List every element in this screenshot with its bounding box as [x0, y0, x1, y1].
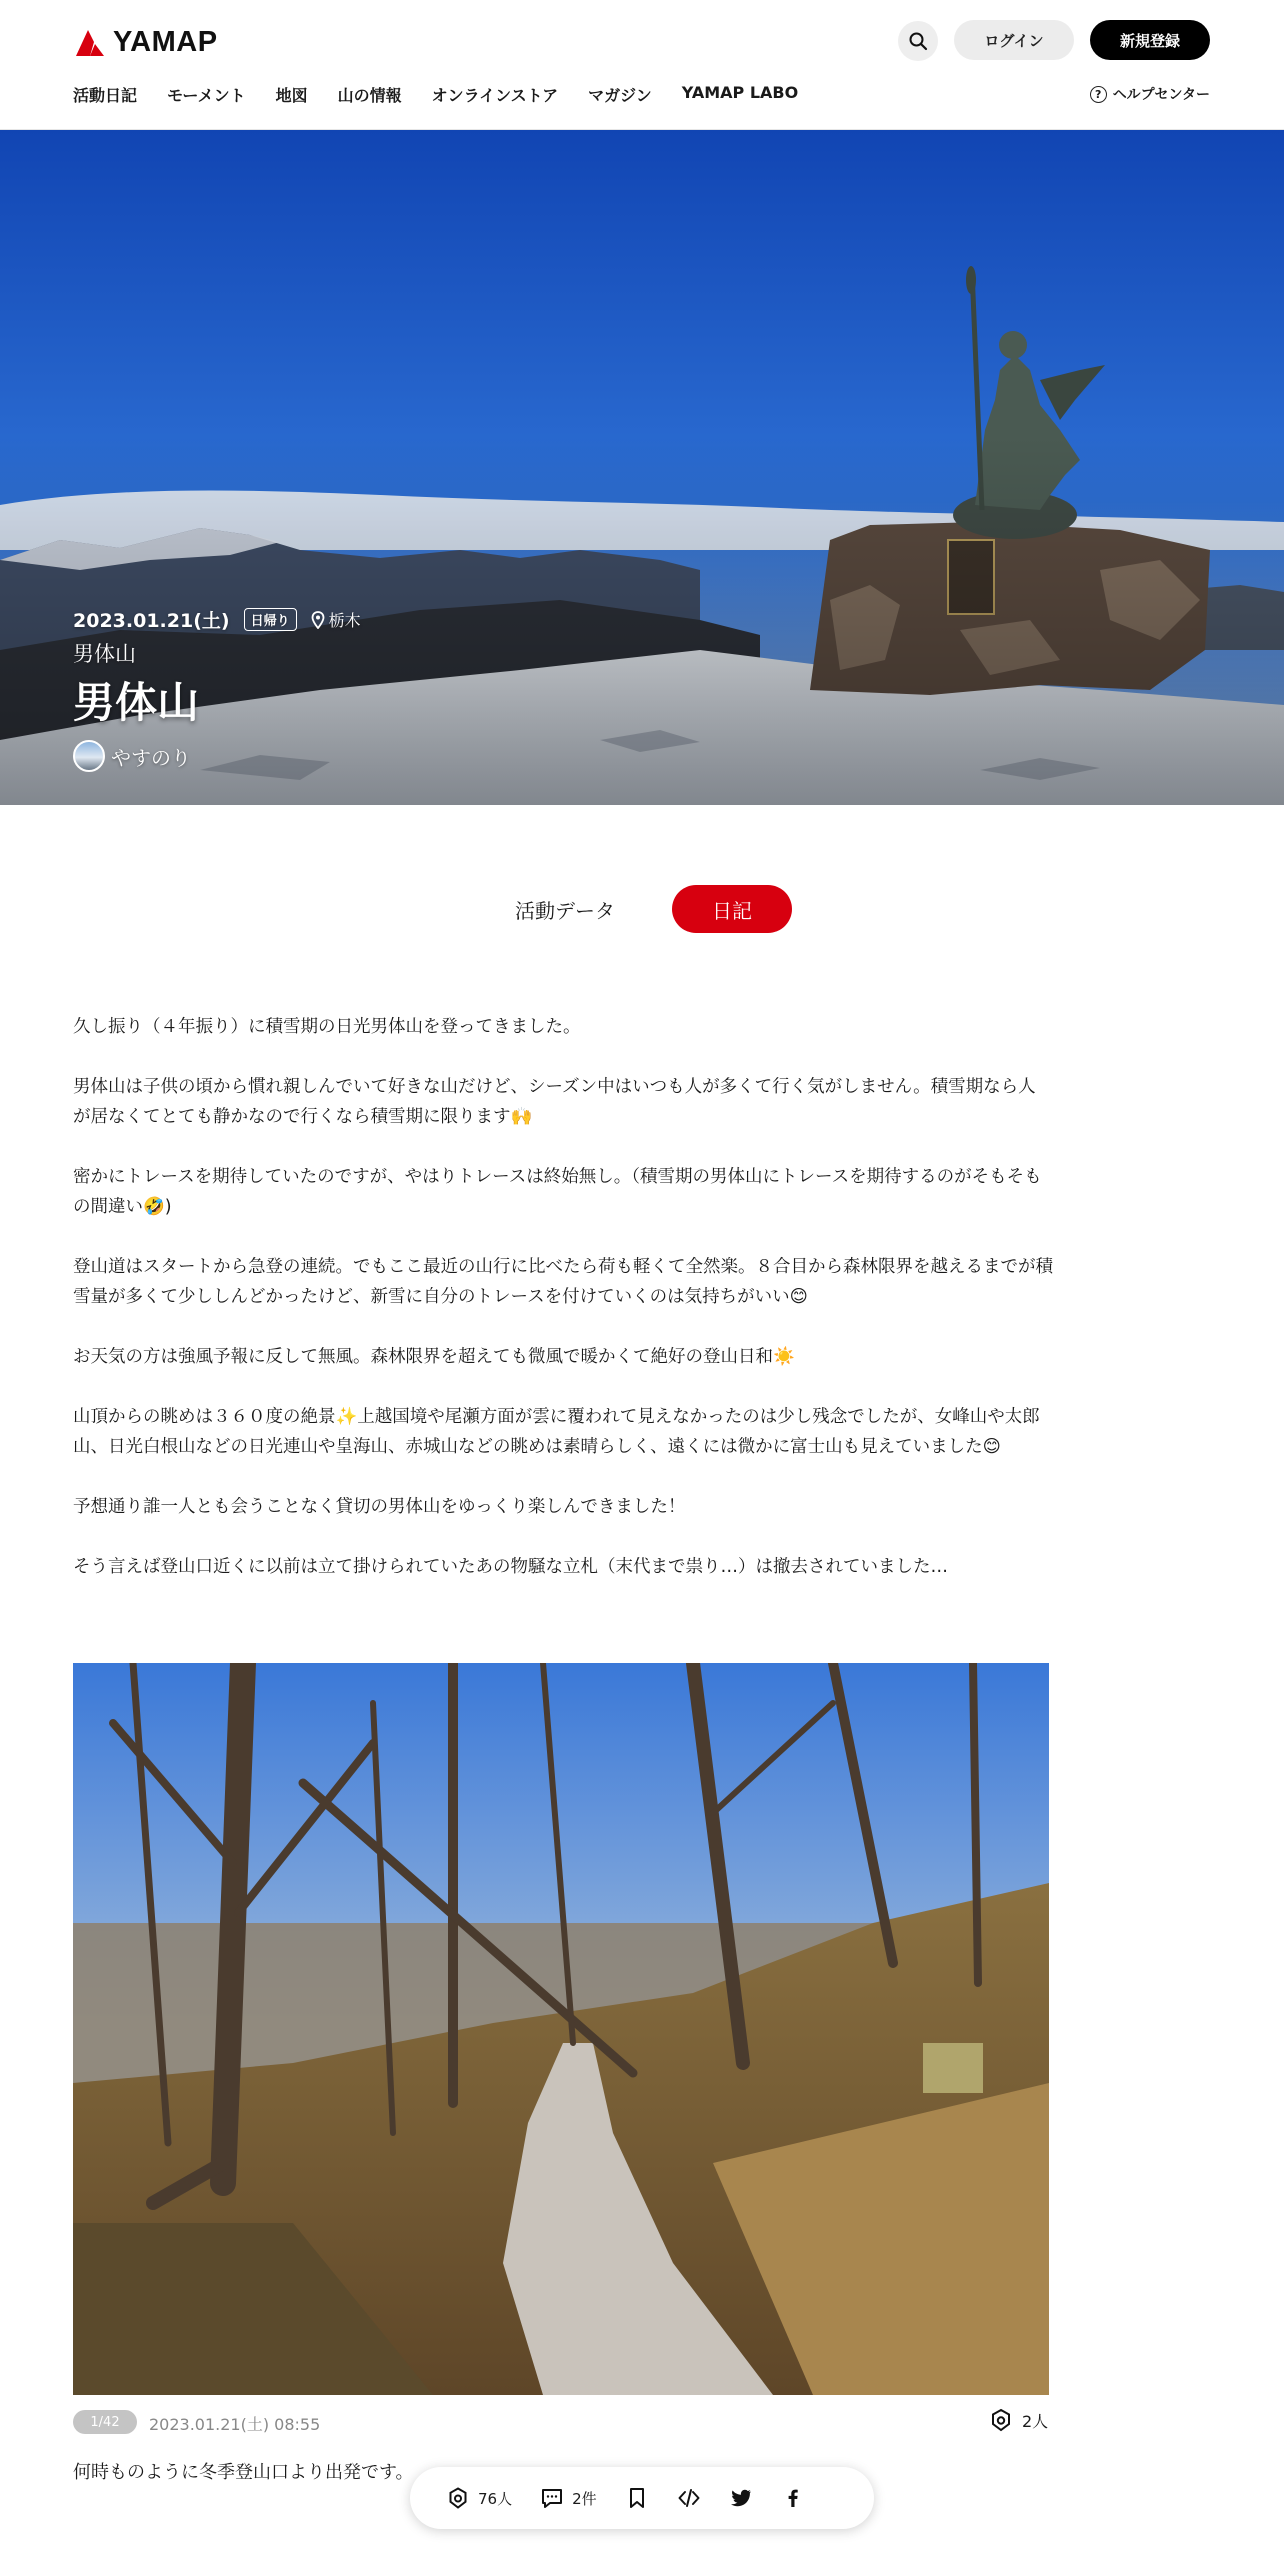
forest-trail-image [73, 1663, 1049, 2395]
diary-paragraph: 久し振り（４年振り）に積雪期の日光男体山を登ってきました。 [73, 1017, 581, 1037]
embed-button[interactable] [677, 2486, 701, 2510]
tab-activity-data[interactable]: 活動データ [515, 898, 615, 923]
activity-title: 男体山 [73, 678, 200, 727]
prefecture-label: 栃木 [328, 611, 361, 630]
bookmark-button[interactable] [625, 2486, 649, 2510]
diary-paragraph: そう言えば登山口近くに以前は立て掛けられていたあの物騒な立札（末代まで祟り…）は撤去されていました… [73, 1557, 948, 1577]
nav-item-activity-diary[interactable]: 活動日記 [73, 86, 138, 105]
hero-cover [0, 130, 1284, 805]
search-button[interactable] [898, 21, 938, 61]
user-name: やすのり [111, 745, 191, 770]
facebook-share-button[interactable] [781, 2486, 805, 2510]
bookmark-icon [625, 2486, 649, 2510]
signup-button[interactable]: 新規登録 [1090, 20, 1210, 60]
comment-icon [540, 2486, 564, 2510]
facebook-icon [781, 2486, 805, 2510]
nav-item-yamap-labo[interactable]: YAMAP LABO [681, 83, 799, 102]
nav-item-mountain-info[interactable]: 山の情報 [337, 86, 402, 105]
tab-diary[interactable]: 日記 [672, 885, 792, 933]
twitter-share-button[interactable] [729, 2486, 753, 2510]
diary-paragraph: 男体山は子供の頃から慣れ親しんでいて好きな山だけど、シーズン中はいつも人が多くて行く気がしません。積雪期なら人が居なくてとても静かなので行くなら積雪期に限ります🙌 [73, 1077, 1036, 1127]
diary-paragraph: 密かにトレースを期待していたのですが、やはりトレースは終始無し。（積雪期の男体山にトレースを期待するのがそもそもの間違い🤣) [73, 1167, 1042, 1217]
photo-timestamp: 2023.01.21(土) 08:55 [149, 2415, 321, 2434]
diary-paragraph: お天気の方は強風予報に反して無風。森林限界を超えても微風で暖かくて絶好の登山日和☀️ [73, 1347, 795, 1367]
photo-likes-count: 2人 [1022, 2411, 1049, 2431]
question-circle-icon: ? [1090, 86, 1107, 103]
comment-button[interactable] [540, 2486, 597, 2510]
prefecture[interactable] [311, 608, 361, 631]
like-button[interactable] [446, 2486, 512, 2510]
diary-paragraph: 予想通り誰一人とも会うことなく貸切の男体山をゆっくり楽しんできました！ [73, 1497, 686, 1517]
diary-paragraph: 登山道はスタートから急登の連続。でもここ最近の山行に比べたら荷も軽くて全然楽。８合目から森林限界を越えるまでが積雪量が多くて少ししんどかったけど、新雪に自分のトレースを付けていくのは気持ちがいい😊 [73, 1257, 1053, 1307]
nav-item-moment[interactable]: モーメント [167, 86, 246, 105]
pin-icon [311, 611, 325, 629]
badge-icon [446, 2486, 470, 2510]
help-center-link[interactable] [1090, 84, 1210, 104]
content-tabs [0, 885, 1284, 933]
main-nav [73, 83, 828, 106]
nav-item-map[interactable]: 地図 [275, 86, 308, 105]
login-button[interactable]: ログイン [954, 20, 1074, 60]
yamap-logo[interactable] [73, 22, 218, 62]
photo-counter: 1/42 [73, 2410, 137, 2434]
day-trip-badge: 日帰り [244, 608, 297, 631]
site-header [0, 0, 1284, 130]
avatar [73, 740, 105, 772]
diary-photo[interactable] [73, 1663, 1049, 2395]
search-icon [908, 31, 928, 51]
activity-date: 2023.01.21(土) [73, 610, 230, 632]
nav-item-online-store[interactable]: オンラインストア [431, 86, 559, 105]
twitter-icon [729, 2486, 753, 2510]
floating-action-bar [410, 2467, 874, 2529]
nav-item-magazine[interactable]: マガジン [588, 86, 652, 105]
help-center-label: ヘルプセンター [1112, 87, 1210, 103]
embed-icon [677, 2486, 701, 2510]
photo-caption: 何時ものように冬季登山口より出発です。 [73, 2462, 414, 2483]
logo-text: YAMAP [113, 25, 218, 58]
diary-body [73, 1012, 1053, 1612]
user-link[interactable] [73, 740, 191, 772]
hero-meta [73, 606, 361, 633]
mountain-name[interactable]: 男体山 [73, 642, 136, 666]
photo-likes[interactable] [988, 2407, 1048, 2433]
badge-icon [988, 2407, 1014, 2433]
comment-count: 2件 [572, 2489, 597, 2508]
logo-mark-icon [73, 26, 107, 58]
diary-paragraph: 山頂からの眺めは３６０度の絶景✨上越国境や尾瀬方面が雲に覆われて見えなかったのは少し残念でしたが、女峰山や太郎山、日光白根山などの日光連山や皇海山、赤城山などの眺めは素晴らしく、遠くには微かに富士山も見えていました😊 [73, 1407, 1040, 1457]
like-count: 76人 [478, 2489, 513, 2508]
